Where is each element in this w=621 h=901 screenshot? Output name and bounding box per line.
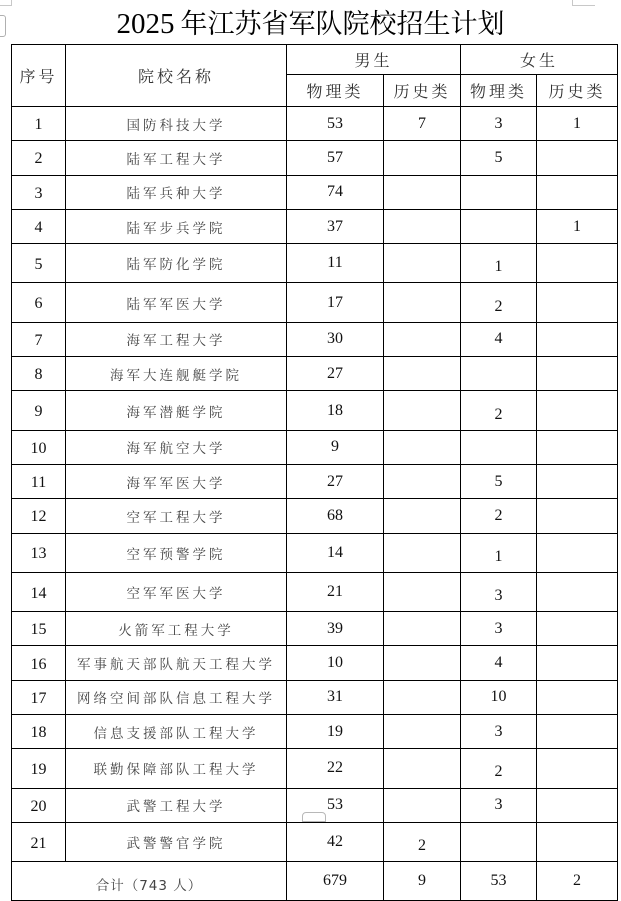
row-index: 10 [12,430,66,464]
row-index: 11 [12,464,66,498]
row-male-history: 7 [384,107,461,141]
row-female-physics: 5 [461,141,537,175]
header-male-history: 历史类 [384,75,461,107]
row-male-history [384,244,461,283]
row-male-history [384,572,461,611]
row-index: 13 [12,533,66,572]
table-row [12,715,618,749]
row-school-name: 武警工程大学 [66,788,287,822]
row-female-history [537,391,618,430]
table-row [12,175,618,209]
row-male-history [384,533,461,572]
row-school-name: 陆军军医大学 [66,283,287,322]
row-male-physics: 19 [287,715,384,749]
row-male-history [384,209,461,243]
row-school-name: 陆军防化学院 [66,244,287,283]
table-row [12,209,618,243]
table-row [12,244,618,283]
row-male-history [384,141,461,175]
row-male-physics: 39 [287,612,384,646]
row-female-history [537,572,618,611]
row-male-history [384,391,461,430]
row-male-history [384,612,461,646]
crop-mark-top-left [0,0,12,6]
row-male-history [384,430,461,464]
row-male-physics: 18 [287,391,384,430]
row-male-history [384,283,461,322]
table-row [12,464,618,498]
row-school-name: 海军潜艇学院 [66,391,287,430]
row-male-physics: 37 [287,209,384,243]
row-index: 8 [12,357,66,391]
row-school-name: 海军军医大学 [66,464,287,498]
page-title-text: 年江苏省军队院校招生计划 [180,9,505,40]
row-male-history [384,175,461,209]
row-index: 18 [12,715,66,749]
table-row [12,612,618,646]
row-male-physics: 17 [287,283,384,322]
header-index: 序号 [12,45,66,107]
row-male-physics: 9 [287,430,384,464]
row-school-name: 网络空间部队信息工程大学 [66,680,287,714]
row-female-physics: 4 [461,646,537,680]
row-female-history [537,283,618,322]
row-female-history [537,322,618,356]
row-male-physics: 22 [287,749,384,788]
table-row [12,357,618,391]
row-index: 16 [12,646,66,680]
row-male-physics: 11 [287,244,384,283]
row-male-physics: 74 [287,175,384,209]
row-female-history [537,357,618,391]
table-row [12,646,618,680]
row-male-physics: 14 [287,533,384,572]
table-row [12,141,618,175]
row-female-physics: 2 [461,749,537,788]
row-male-history [384,499,461,533]
total-row [12,862,618,901]
row-school-name: 陆军兵种大学 [66,175,287,209]
row-index: 3 [12,175,66,209]
row-male-physics: 53 [287,107,384,141]
header-female: 女生 [461,45,618,75]
row-female-history [537,244,618,283]
row-female-physics: 1 [461,244,537,283]
row-index: 17 [12,680,66,714]
row-female-physics [461,822,537,861]
row-school-name: 信息支援部队工程大学 [66,715,287,749]
row-index: 12 [12,499,66,533]
crop-mark-top-right [572,0,595,6]
row-school-name: 海军大连舰艇学院 [66,357,287,391]
row-school-name: 军事航天部队航天工程大学 [66,646,287,680]
page-title [0,7,621,42]
row-index: 4 [12,209,66,243]
total-female-physics: 53 [461,862,537,901]
row-female-physics [461,430,537,464]
row-female-history: 1 [537,107,618,141]
table-row [12,680,618,714]
row-male-history [384,322,461,356]
table-row [12,322,618,356]
row-school-name: 空军军医大学 [66,572,287,611]
row-female-physics: 2 [461,499,537,533]
row-female-history [537,788,618,822]
row-index: 9 [12,391,66,430]
page-title-year: 2025 [116,8,175,40]
row-male-physics: 68 [287,499,384,533]
row-female-history [537,715,618,749]
row-male-physics: 10 [287,646,384,680]
row-female-physics [461,209,537,243]
table-row [12,572,618,611]
enrollment-plan-table [11,44,618,901]
row-female-history [537,175,618,209]
header-female-history: 历史类 [537,75,618,107]
row-index: 19 [12,749,66,788]
row-male-physics: 27 [287,464,384,498]
total-label: 合计（743 人） [12,862,287,901]
header-male: 男生 [287,45,461,75]
row-school-name: 联勤保障部队工程大学 [66,749,287,788]
row-female-history [537,749,618,788]
table-row [12,822,618,861]
row-male-history: 2 [384,822,461,861]
row-female-physics: 2 [461,391,537,430]
row-female-physics: 3 [461,107,537,141]
table-row [12,749,618,788]
table-row [12,283,618,322]
header-female-physics: 物理类 [461,75,537,107]
row-female-physics: 1 [461,533,537,572]
row-female-history [537,822,618,861]
row-index: 21 [12,822,66,861]
row-index: 15 [12,612,66,646]
row-female-physics: 3 [461,715,537,749]
row-index: 2 [12,141,66,175]
row-index: 20 [12,788,66,822]
row-index: 14 [12,572,66,611]
row-female-history [537,533,618,572]
row-male-physics: 31 [287,680,384,714]
row-male-history [384,646,461,680]
row-female-physics: 3 [461,788,537,822]
row-school-name: 海军工程大学 [66,322,287,356]
row-school-name: 陆军工程大学 [66,141,287,175]
row-female-history [537,612,618,646]
row-male-physics: 53 [287,788,384,822]
row-female-history [537,499,618,533]
row-male-history [384,464,461,498]
page-break-handle [302,812,326,822]
row-female-history [537,430,618,464]
row-male-physics: 27 [287,357,384,391]
table-row [12,107,618,141]
row-female-physics: 3 [461,612,537,646]
row-male-physics: 21 [287,572,384,611]
row-male-history [384,680,461,714]
row-male-history [384,715,461,749]
row-school-name: 武警警官学院 [66,822,287,861]
table-body [12,107,618,862]
table-row [12,533,618,572]
row-female-physics: 2 [461,283,537,322]
row-male-physics: 42 [287,822,384,861]
row-female-physics [461,175,537,209]
row-female-physics [461,357,537,391]
row-female-history [537,464,618,498]
total-female-history: 2 [537,862,618,901]
table-row [12,430,618,464]
row-school-name: 空军工程大学 [66,499,287,533]
row-index: 5 [12,244,66,283]
total-male-physics: 679 [287,862,384,901]
row-male-history [384,749,461,788]
row-index: 1 [12,107,66,141]
header-male-physics: 物理类 [287,75,384,107]
row-male-physics: 57 [287,141,384,175]
row-school-name: 空军预警学院 [66,533,287,572]
row-female-history [537,141,618,175]
row-female-physics: 3 [461,572,537,611]
row-female-physics: 4 [461,322,537,356]
row-school-name: 海军航空大学 [66,430,287,464]
row-school-name: 陆军步兵学院 [66,209,287,243]
total-male-history: 9 [384,862,461,901]
row-female-history [537,680,618,714]
row-school-name: 火箭军工程大学 [66,612,287,646]
row-male-history [384,357,461,391]
row-female-physics: 10 [461,680,537,714]
row-female-history: 1 [537,209,618,243]
row-school-name: 国防科技大学 [66,107,287,141]
header-school-name: 院校名称 [66,45,287,107]
row-male-physics: 30 [287,322,384,356]
row-female-physics: 5 [461,464,537,498]
row-female-history [537,646,618,680]
row-index: 7 [12,322,66,356]
table-row [12,499,618,533]
table-row [12,391,618,430]
row-index: 6 [12,283,66,322]
row-male-history [384,788,461,822]
